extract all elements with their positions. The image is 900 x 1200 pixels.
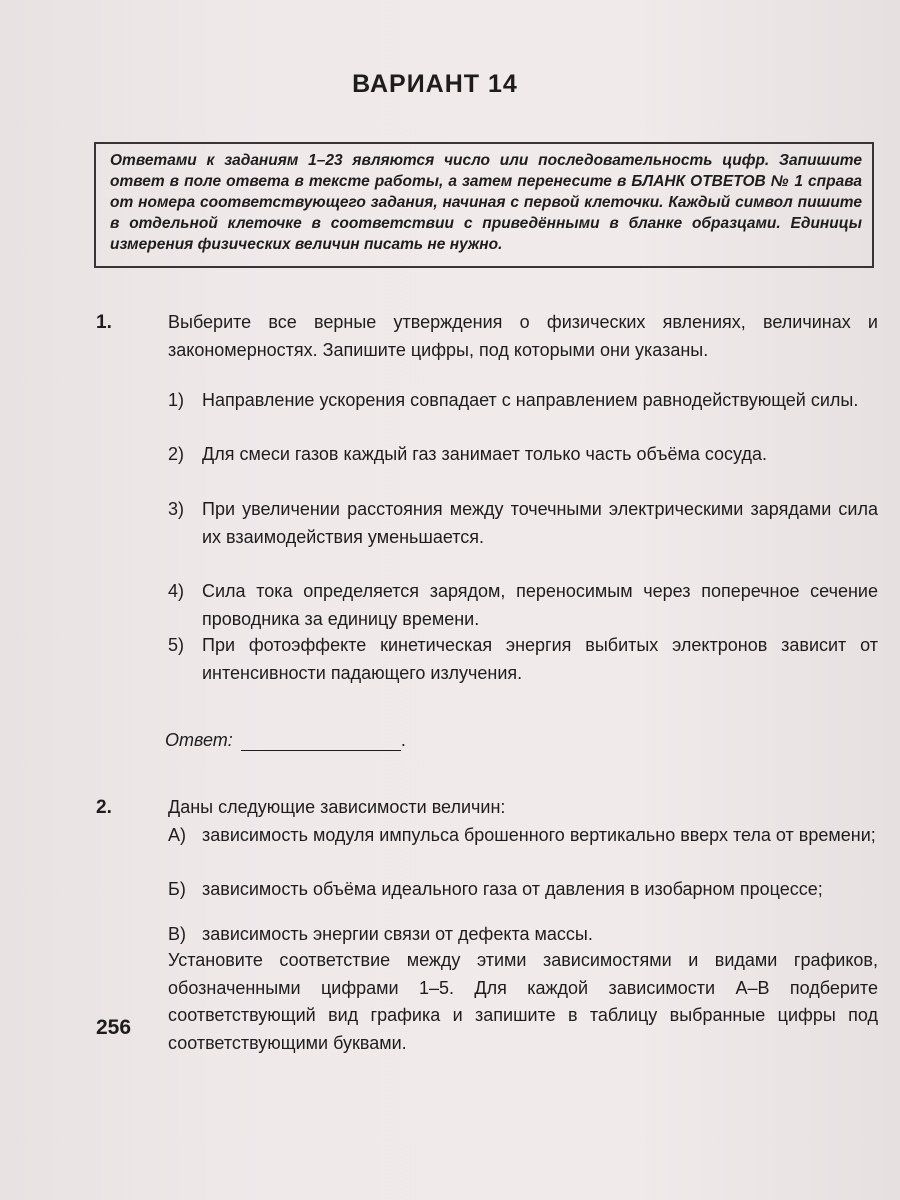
item-text: зависимость объёма идеального газа от давления в изобарном процессе; (202, 879, 823, 899)
item-text: зависимость модуля импульса брошенного вертикально вверх тела от времени; (202, 825, 876, 845)
task-1-option-2 (168, 441, 878, 469)
option-text: Сила тока определяется зарядом, переносимым через поперечное сечение проводника за единицу времени. (202, 581, 878, 629)
task-2-number: 2. (96, 797, 112, 818)
item-letter: В) (168, 924, 186, 944)
option-text: Направление ускорения совпадает с направлением равнодействующей силы. (202, 390, 859, 410)
option-number: 1) (168, 390, 185, 410)
task-1-answer: Ответ: . (165, 730, 406, 750)
task-1-option-5 (168, 632, 878, 687)
task-2-item-b (168, 876, 878, 904)
item-letter: А) (168, 825, 186, 845)
option-number: 2) (168, 444, 185, 464)
task-1-question: Выберите все верные утверждения о физических явлениях, величинах и закономерностях. Запишите цифры, под которыми они указаны. (168, 312, 878, 360)
task-1-option-4 (168, 578, 878, 633)
option-text: При увеличении расстояния между точечными электрическими зарядами сила их взаимодействия уменьшается. (202, 499, 878, 547)
task-1-option-1 (168, 387, 878, 415)
option-number: 4) (168, 581, 185, 601)
task-1-number: 1. (96, 312, 112, 333)
option-text: Для смеси газов каждый газ занимает только часть объёма сосуда. (202, 444, 767, 464)
task-2-instruction: Установите соответствие между этими зависимостями и видами графиков, обозначенными цифрами 1–5. Для каждой зависимости А–В подберите соответствующий вид графика и запишите в таблицу выбранные цифры под соответствующими буквами. (168, 950, 878, 1053)
answer-label: Ответ: (165, 730, 233, 750)
variant-title: ВАРИАНТ 14 (352, 70, 518, 98)
task-2-intro: Даны следующие зависимости величин: (168, 797, 506, 817)
page-number: 256 (96, 1016, 132, 1039)
item-letter: Б) (168, 879, 186, 899)
task-2-item-a (168, 822, 878, 850)
task-1-option-3 (168, 496, 878, 551)
option-text: При фотоэффекте кинетическая энергия выбитых электронов зависит от интенсивности падающего излучения. (202, 635, 878, 683)
instructions-box: Ответами к заданиям 1–23 являются число или последовательность цифр. Запишите ответ в поле ответа в тексте работы, а затем перенесите в БЛАНК ОТВЕТОВ № 1 справа от номера соответствующего задания, начиная с первой клеточки. Каждый символ пишите в отдельной клеточке в соответствии с приведёнными в бланке образцами. Единицы измерения физических величин писать не нужно. (94, 142, 874, 268)
task-2-item-c (168, 921, 878, 949)
item-text: зависимость энергии связи от дефекта массы. (202, 924, 593, 944)
option-number: 3) (168, 499, 185, 519)
answer-line[interactable] (241, 732, 401, 751)
option-number: 5) (168, 635, 185, 655)
